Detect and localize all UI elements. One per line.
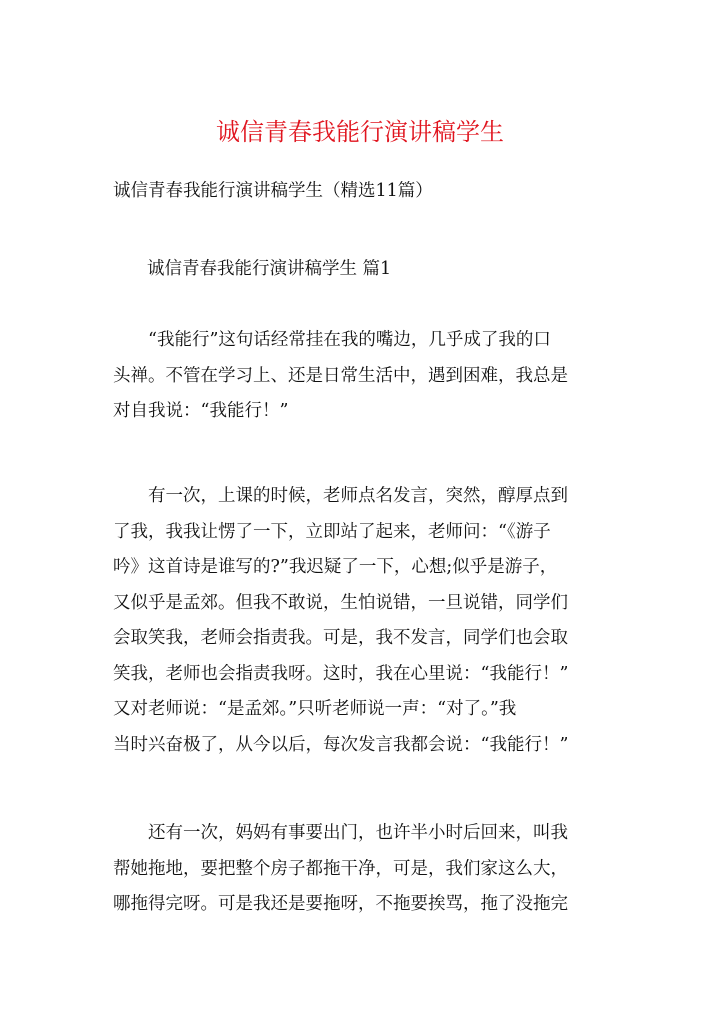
paragraph-line: 了我，我我让愣了一下，立即站了起来，老师问：“《游子 [113, 521, 551, 542]
paragraph-1 [113, 323, 623, 430]
paragraph-line: 对自我说：“我能行！” [113, 401, 289, 421]
paragraph-line: 有一次，上课的时候，老师点名发言，突然，醇厚点到 [113, 486, 568, 506]
section-heading: 诚信青春我能行演讲稿学生 篇1 [147, 259, 392, 279]
paragraph-line: 笑我，老师也会指责我呀。这时，我在心里说：“我能行！” [113, 663, 569, 684]
paragraph-line: 会取笑我，老师会指责我。可是，我不发言，同学们也会取 [113, 628, 568, 648]
paragraph-line: 头禅。不管在学习上、还是日常生活中，遇到困难，我总是 [113, 365, 568, 386]
paragraph-3 [113, 816, 623, 923]
paragraph-line: 又对老师说：“是孟郊。”只听老师说一声：“对了。”我 [113, 699, 517, 719]
paragraph-line: “我能行”这句话经常挂在我的嘴边，几乎成了我的口 [113, 330, 551, 350]
document-subtitle: 诚信青春我能行演讲稿学生（精选11篇） [113, 181, 433, 201]
paragraph-line: 吟》这首诗是谁写的?”我迟疑了一下，心想;似乎是游子， [113, 557, 558, 577]
paragraph-2 [113, 479, 623, 763]
document-title: 诚信青春我能行演讲稿学生 [216, 118, 504, 146]
paragraph-line: 帮她拖地，要把整个房子都拖干净，可是，我们家这么大， [113, 858, 568, 879]
paragraph-line: 又似乎是孟郊。但我不敢说，生怕说错，一旦说错，同学们 [113, 592, 568, 613]
paragraph-line: 还有一次，妈妈有事要出门，也许半小时后回来，叫我 [113, 823, 568, 843]
paragraph-line: 哪拖得完呀。可是我还是要拖呀，不拖要挨骂，拖了没拖完 [113, 894, 568, 914]
paragraph-line: 当时兴奋极了，从今以后，每次发言我都会说：“我能行！” [113, 734, 569, 755]
